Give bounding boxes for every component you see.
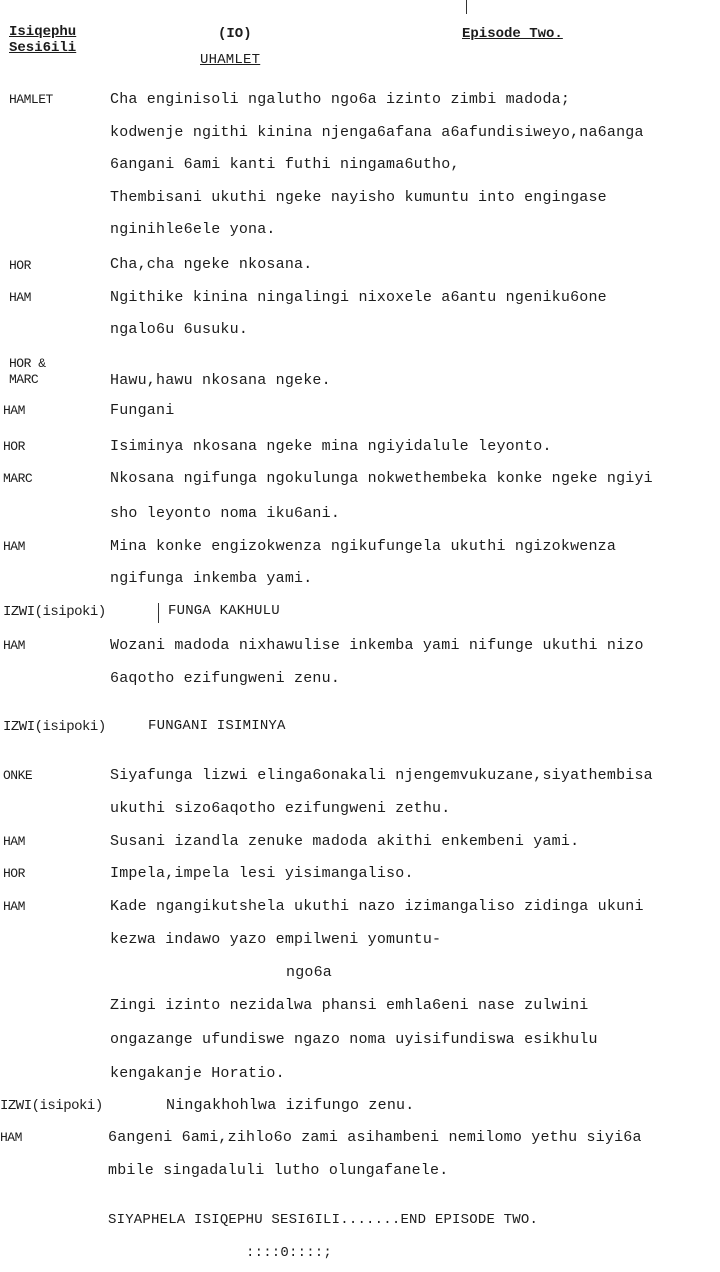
speaker-label: HOR <box>3 439 25 454</box>
speaker-label: IZWI(isipoki) <box>3 604 106 620</box>
dialogue-line: Mina konke engizokwenza ngikufungela ukuthi ngizokwenza <box>110 538 617 555</box>
speaker-label: HAM <box>0 1130 22 1145</box>
dialogue-line: FUNGANI ISIMINYA <box>148 718 286 734</box>
header-episode-title: Episode Two. <box>462 26 563 42</box>
header-episode-label-line2: Sesi6ili <box>9 40 77 56</box>
speaker-label: HAM <box>3 403 25 418</box>
speaker-label: HAM <box>3 539 25 554</box>
dialogue-line: Cha,cha ngeke nkosana. <box>110 256 313 273</box>
speaker-label: HOR & <box>9 356 46 371</box>
dialogue-line: ngalo6u 6usuku. <box>110 321 249 338</box>
end-of-episode-line: SIYAPHELA ISIQEPHU SESI6ILI.......END EPISODE TWO. <box>108 1212 539 1228</box>
dialogue-line: Impela,impela lesi yisimangaliso. <box>110 865 414 882</box>
dialogue-line: ukuthi sizo6aqotho ezifungweni zethu. <box>110 800 451 817</box>
dialogue-line: 6angeni 6ami,zihlo6o zami asihambeni nemilomo yethu siyi6a <box>108 1129 642 1146</box>
dialogue-line: Hawu,hawu nkosana ngeke. <box>110 372 331 389</box>
dialogue-line: Fungani <box>110 402 175 419</box>
page-number: (IO) <box>218 26 252 42</box>
dialogue-line: Ningakhohlwa izifungo zenu. <box>166 1097 415 1114</box>
end-mark: ::::0::::; <box>246 1245 333 1261</box>
dialogue-line: kengakanje Horatio. <box>110 1065 285 1082</box>
margin-mark <box>466 0 467 14</box>
dialogue-line: Thembisani ukuthi ngeke nayisho kumuntu into engingase <box>110 189 607 206</box>
dialogue-line: mbile singadaluli lutho olungafanele. <box>108 1162 449 1179</box>
dialogue-line: Wozani madoda nixhawulise inkemba yami nifunge ukuthi nizo <box>110 637 644 654</box>
speaker-label: HAM <box>3 899 25 914</box>
speaker-label: HAM <box>3 834 25 849</box>
dialogue-line: 6angani 6ami kanti futhi ningama6utho, <box>110 156 460 173</box>
speaker-label: MARC <box>9 372 39 387</box>
dialogue-line: Isiminya nkosana ngeke mina ngiyidalule leyonto. <box>110 438 552 455</box>
speaker-label: HOR <box>9 258 31 273</box>
dialogue-line: kezwa indawo yazo empilweni yomuntu- <box>110 931 442 948</box>
dialogue-line: FUNGA KAKHULU <box>168 603 280 619</box>
dialogue-line: ngifunga inkemba yami. <box>110 570 313 587</box>
dialogue-line: Susani izandla zenuke madoda akithi enkembeni yami. <box>110 833 580 850</box>
dialogue-line: Zingi izinto nezidalwa phansi emhla6eni nase zulwini <box>110 997 589 1014</box>
header-episode-label-line1: Isiqephu <box>9 24 77 40</box>
dialogue-line: 6aqotho ezifungweni zenu. <box>110 670 341 687</box>
dialogue-line: ongazange ufundiswe ngazo noma uyisifundiswa esikhulu <box>110 1031 598 1048</box>
speaker-label: HOR <box>3 866 25 881</box>
speaker-label: HAMLET <box>9 92 53 107</box>
speaker-label: IZWI(isipoki) <box>3 719 106 735</box>
speaker-label: IZWI(isipoki) <box>0 1098 103 1114</box>
stage-direction-mark <box>158 603 159 623</box>
speaker-label: ONKE <box>3 768 33 783</box>
dialogue-line: ngo6a <box>286 964 333 981</box>
dialogue-line: Cha enginisoli ngalutho ngo6a izinto zimbi madoda; <box>110 91 571 108</box>
dialogue-line: Ngithike kinina ningalingi nixoxele a6antu ngeniku6one <box>110 289 607 306</box>
dialogue-line: Kade ngangikutshela ukuthi nazo izimangaliso zidinga ukuni <box>110 898 644 915</box>
dialogue-line: Nkosana ngifunga ngokulunga nokwethembeka konke ngeke ngiyi <box>110 470 653 487</box>
speaker-label: HAM <box>3 638 25 653</box>
scene-title: UHAMLET <box>200 52 261 68</box>
dialogue-line: nginihle6ele yona. <box>110 221 276 238</box>
dialogue-line: kodwenje ngithi kinina njenga6afana a6afundisiweyo,na6anga <box>110 124 644 141</box>
dialogue-line: sho leyonto noma iku6ani. <box>110 505 341 522</box>
speaker-label: HAM <box>9 290 31 305</box>
dialogue-line: Siyafunga lizwi elinga6onakali njengemvukuzane,siyathembisa <box>110 767 653 784</box>
speaker-label: MARC <box>3 471 33 486</box>
